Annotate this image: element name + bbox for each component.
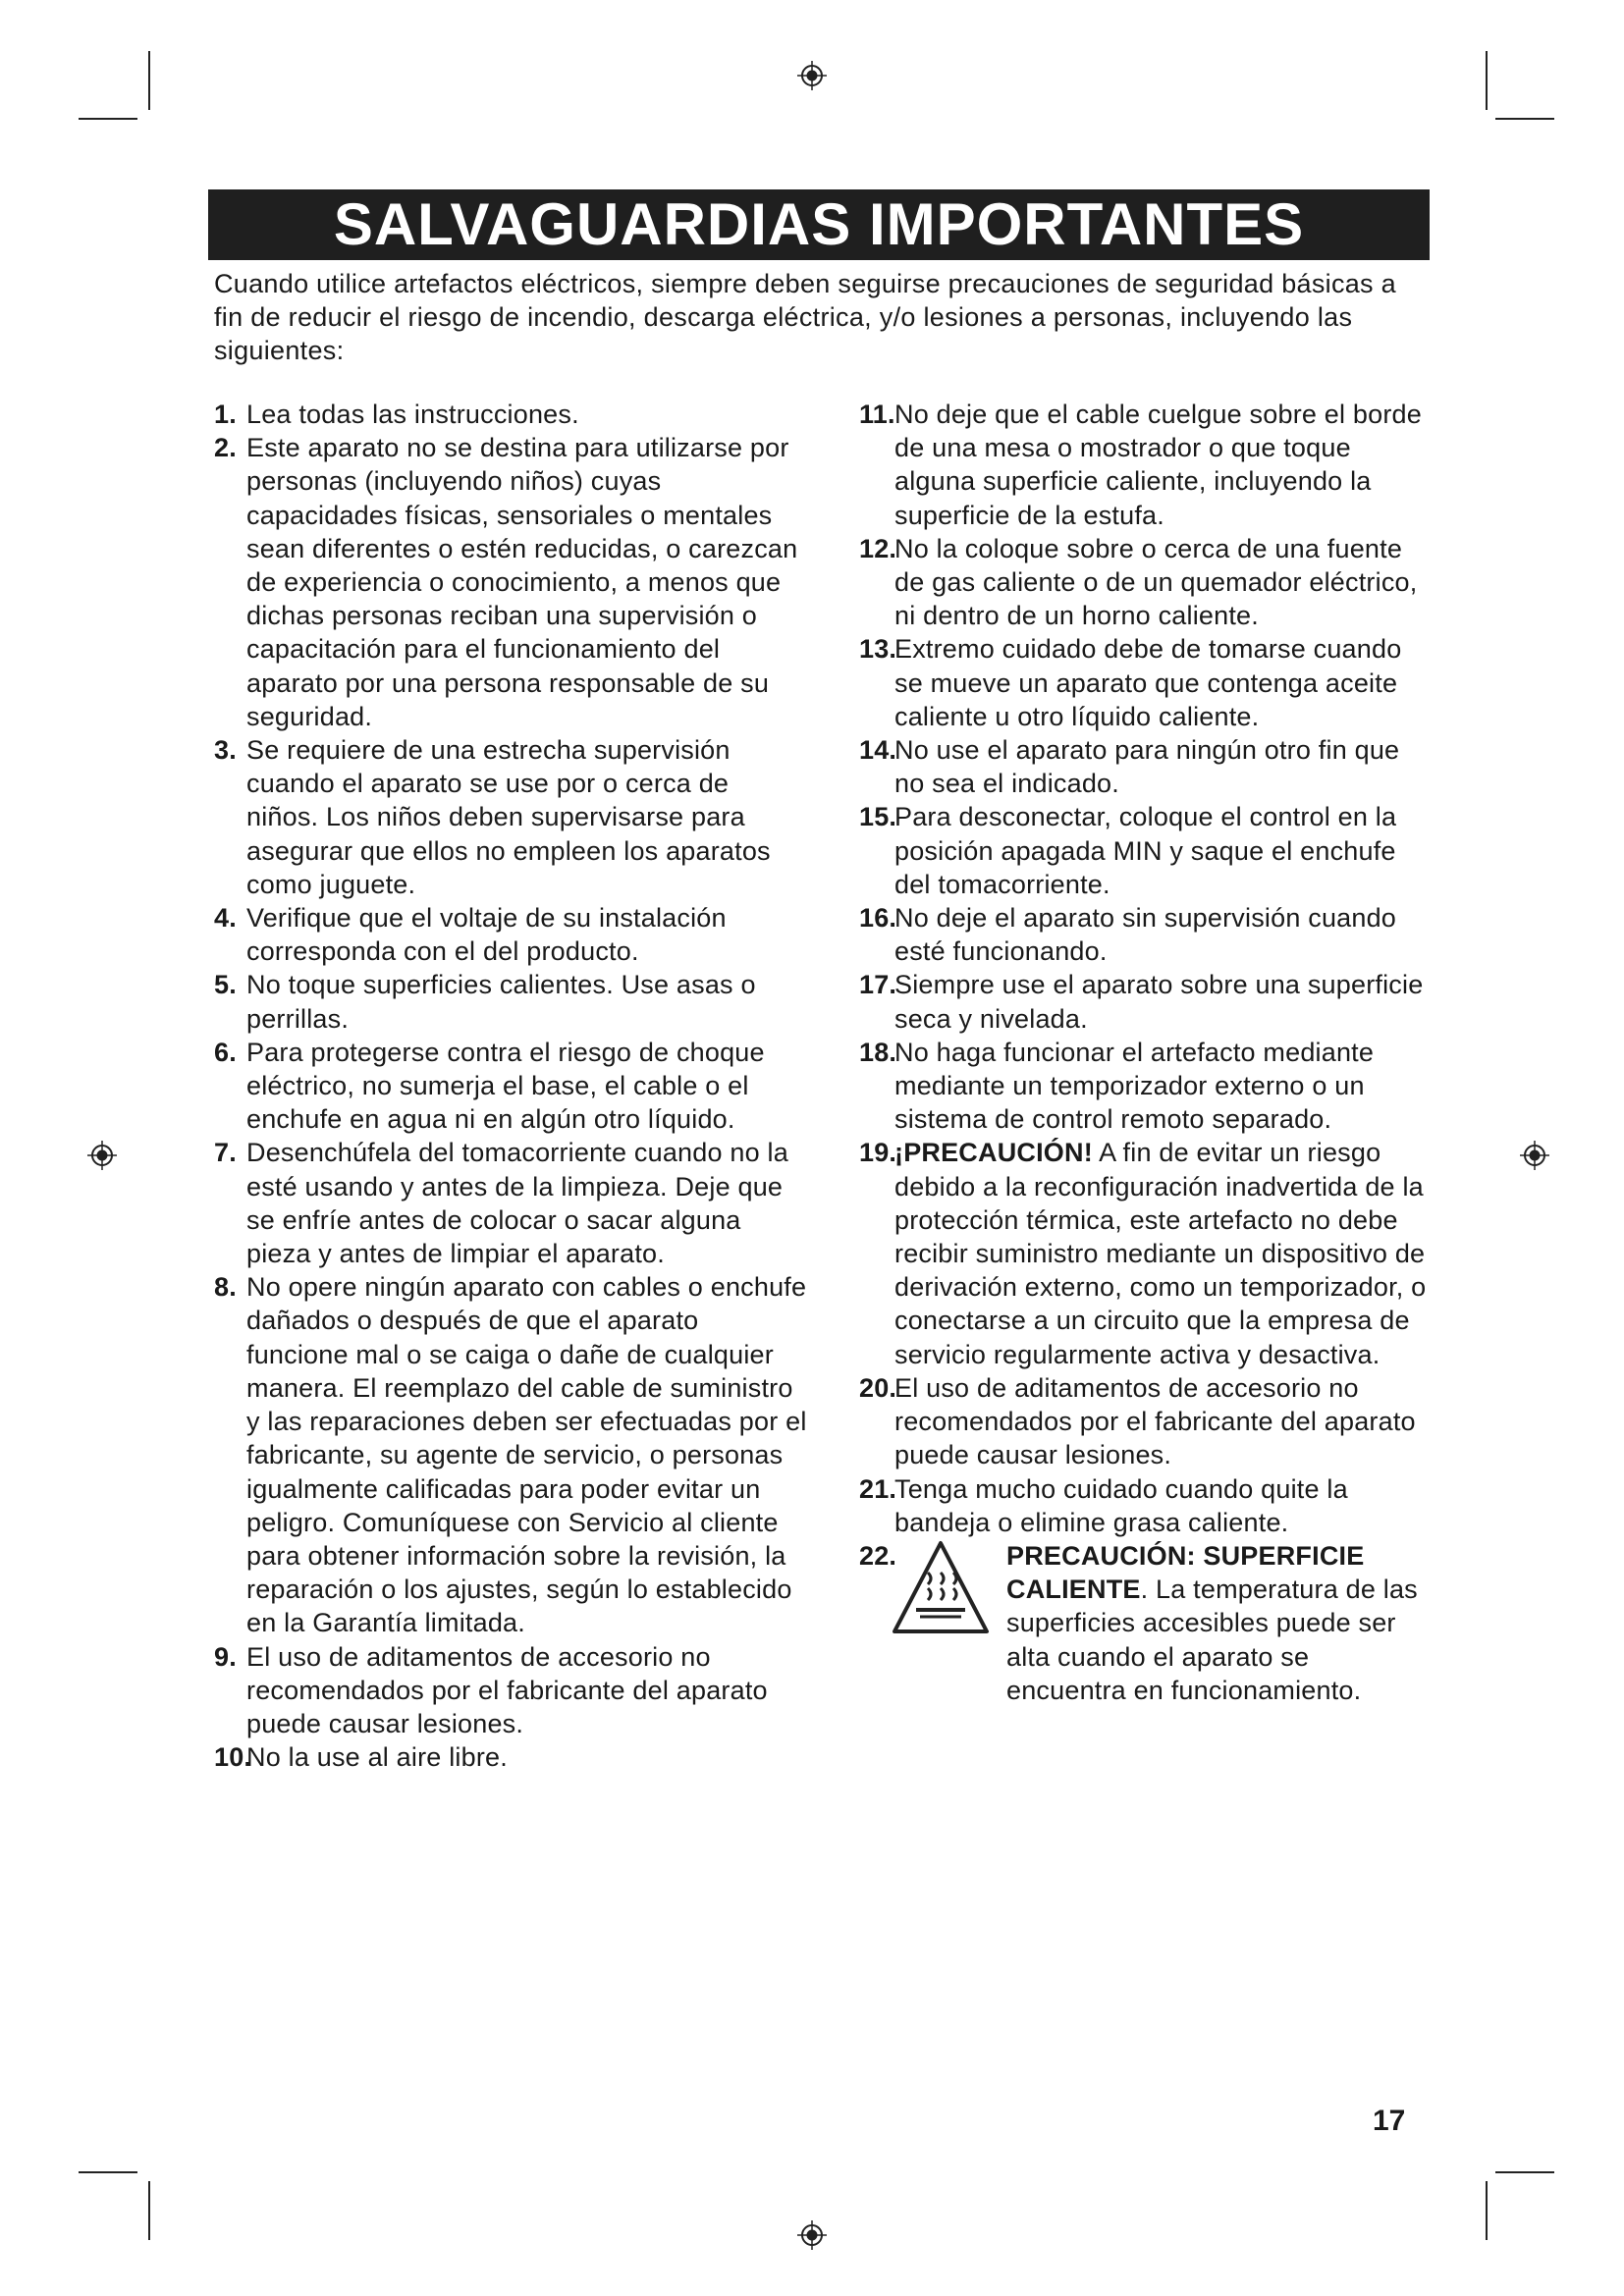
list-item bbox=[859, 1036, 1435, 1137]
item-number: 20. bbox=[859, 1372, 897, 1403]
item-number: 1. bbox=[214, 400, 237, 429]
list-item bbox=[859, 968, 1435, 1035]
caution-label: ¡PRECAUCIÓN! bbox=[894, 1138, 1093, 1168]
list-item bbox=[214, 733, 807, 901]
safeguards-list-right bbox=[859, 398, 1435, 1707]
list-item bbox=[859, 1136, 1435, 1370]
crop-mark bbox=[1486, 51, 1488, 110]
item-text: Siempre use el aparato sobre una superficie seca y nivelada. bbox=[894, 970, 1424, 1034]
page-number: 17 bbox=[1373, 2105, 1406, 2137]
item-text: No la use al aire libre. bbox=[246, 1742, 508, 1773]
item-text: Para desconectar, coloque el control en la posición apagada MIN y saque el enchufe del tomacorriente. bbox=[894, 802, 1397, 899]
item-text: No toque superficies calientes. Use asas o perrillas. bbox=[246, 970, 756, 1034]
item-text: Extremo cuidado debe de tomarse cuando se mueve un aparato que contenga aceite caliente u otro líquido caliente. bbox=[894, 634, 1402, 731]
item-text: No deje que el cable cuelgue sobre el borde de una mesa o mostrador o que toque alguna superficie caliente, incluyendo la superficie de la estufa. bbox=[894, 400, 1422, 530]
crop-mark bbox=[1495, 2171, 1554, 2173]
list-item bbox=[214, 1740, 807, 1774]
crop-mark bbox=[1495, 118, 1554, 120]
list-item bbox=[214, 1036, 807, 1137]
item-text: Para protegerse contra el riesgo de choque eléctrico, no sumerja el base, el cable o el enchufe en agua ni en algún otro líquido. bbox=[246, 1037, 765, 1135]
item-number: 3. bbox=[214, 735, 237, 766]
item-number: 19. bbox=[859, 1138, 897, 1168]
item-number: 10. bbox=[214, 1742, 252, 1773]
item-number: 2. bbox=[214, 433, 237, 463]
item-text: No haga funcionar el artefacto mediante mediante un temporizador externo o un sistema de control remoto separado. bbox=[894, 1037, 1375, 1135]
list-item bbox=[859, 1539, 1435, 1707]
item-number: 22. bbox=[859, 1540, 897, 1571]
intro-paragraph: Cuando utilice artefactos eléctricos, siempre deben seguirse precauciones de seguridad básicas a fin de reducir el riesgo de incendio, descarga eléctrica, y/o lesiones a personas, incluyendo las siguientes: bbox=[214, 269, 1396, 365]
item-text: Lea todas las instrucciones. bbox=[246, 400, 579, 429]
list-item bbox=[859, 901, 1435, 968]
item-text: El uso de aditamentos de accesorio no recomendados por el fabricante del aparato puede causar lesiones. bbox=[894, 1372, 1416, 1470]
item-text: Desenchúfela del tomacorriente cuando no la esté usando y antes de la limpieza. Deje que se enfríe antes de colocar o sacar alguna pieza y antes de limpiar el aparato. bbox=[246, 1138, 788, 1269]
page-title: SALVAGUARDIAS IMPORTANTES bbox=[208, 189, 1430, 260]
item-number: 9. bbox=[214, 1641, 237, 1672]
list-item bbox=[859, 800, 1435, 901]
item-number: 13. bbox=[859, 634, 897, 665]
caution-text: A fin de evitar un riesgo debido a la reconfiguración inadvertida de la protección térmica, este artefacto no debe recibir suministro mediante un dispositivo de derivación externo, como un temporizador, o conectarse a un circuito que la empresa de servicio regularmente activa y desactiva. bbox=[894, 1138, 1427, 1369]
hot-surface-warning-icon bbox=[891, 1539, 991, 1637]
item-text bbox=[894, 1136, 1435, 1370]
list-item bbox=[859, 532, 1435, 633]
list-item bbox=[214, 1136, 807, 1270]
item-number: 15. bbox=[859, 802, 897, 832]
list-item bbox=[859, 733, 1435, 800]
crop-mark bbox=[148, 51, 150, 110]
registration-mark-icon bbox=[1518, 1139, 1551, 1172]
item-text: No use el aparato para ningún otro fin que no sea el indicado. bbox=[894, 735, 1400, 799]
list-item bbox=[214, 968, 807, 1035]
list-item bbox=[859, 632, 1435, 733]
registration-mark-icon bbox=[795, 2218, 829, 2252]
list-item bbox=[859, 1472, 1435, 1539]
list-item bbox=[214, 1270, 807, 1639]
item-text: No deje el aparato sin supervisión cuando esté funcionando. bbox=[894, 903, 1397, 967]
crop-mark bbox=[79, 118, 137, 120]
list-item bbox=[214, 1640, 807, 1741]
crop-mark bbox=[79, 2171, 137, 2173]
hot-surface-caution-text: . La temperatura de las superficies accesibles puede ser alta cuando el aparato se encuentra en funcionamiento. bbox=[1006, 1575, 1418, 1705]
list-item bbox=[214, 901, 807, 968]
item-number: 21. bbox=[859, 1473, 897, 1504]
item-number: 12. bbox=[859, 533, 897, 563]
item-number: 6. bbox=[214, 1037, 237, 1067]
list-item bbox=[859, 1371, 1435, 1472]
safeguards-list-left bbox=[214, 398, 807, 1774]
list-item bbox=[214, 398, 807, 431]
item-number: 8. bbox=[214, 1272, 237, 1303]
item-number: 4. bbox=[214, 903, 237, 934]
item-number: 17. bbox=[859, 970, 897, 1000]
item-text: Tenga mucho cuidado cuando quite la bandeja o elimine grasa caliente. bbox=[894, 1473, 1348, 1537]
item-text: Se requiere de una estrecha supervisión cuando el aparato se use por o cerca de niños. Los niños deben supervisarse para asegurar que ellos no empleen los aparatos como juguete. bbox=[246, 735, 771, 899]
item-text: El uso de aditamentos de accesorio no recomendados por el fabricante del aparato puede causar lesiones. bbox=[246, 1641, 768, 1738]
item-number: 14. bbox=[859, 735, 897, 766]
item-text: Este aparato no se destina para utilizarse por personas (incluyendo niños) cuyas capacidades físicas, sensoriales o mentales sean diferentes o estén reducidas, o carezcan de experiencia o conocimiento, a menos que dichas personas reciban una supervisión o capacitación para el funcionamiento del aparato por una persona responsable de su seguridad. bbox=[246, 433, 798, 731]
item-text: No la coloque sobre o cerca de una fuente de gas caliente o de un quemador eléctrico, ni dentro de un horno caliente. bbox=[894, 533, 1418, 631]
hot-surface-caution-heading: PRECAUCIÓN: SUPERFICIE CALIENTE bbox=[1006, 1540, 1365, 1605]
list-item bbox=[214, 431, 807, 733]
item-number: 5. bbox=[214, 970, 237, 1000]
item-number: 16. bbox=[859, 903, 897, 934]
registration-mark-icon bbox=[85, 1139, 119, 1172]
crop-mark bbox=[1486, 2181, 1488, 2240]
item-text: Verifique que el voltaje de su instalación corresponda con el del producto. bbox=[246, 903, 727, 967]
item-text: No opere ningún aparato con cables o enchufe dañados o después de que el aparato funcione mal o se caiga o dañe de cualquier manera. El reemplazo del cable de suministro y las reparaciones deben ser efectuadas por el fabricante, su agente de servicio, o personas igualmente calificadas para poder evitar un peligro. Comuníquese con Servicio al cliente para obtener información sobre la revisión, la reparación o los ajustes, según lo establecido en la Garantía limitada. bbox=[246, 1272, 807, 1638]
list-item bbox=[859, 398, 1435, 532]
registration-mark-icon bbox=[795, 59, 829, 92]
crop-mark bbox=[148, 2181, 150, 2240]
item-number: 18. bbox=[859, 1037, 897, 1067]
item-number: 7. bbox=[214, 1138, 237, 1168]
item-number: 11. bbox=[859, 400, 895, 429]
